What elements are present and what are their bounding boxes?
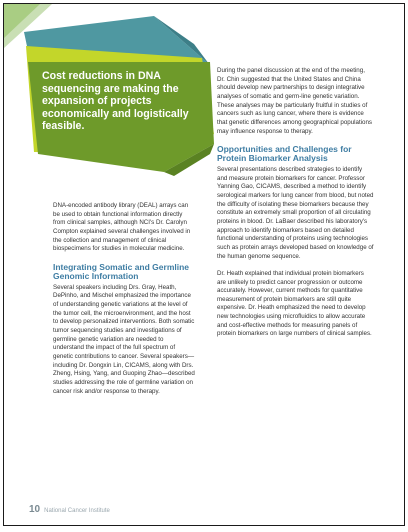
right-paragraph-1: During the panel discussion at the end of the meeting, Dr. Chin suggested that the United States and China should develop new partnerships to design integrative analyses of somatic and germ-line genetic variation. These analyses may be particularly fruitful in studies of cancers such as lung cancer, where there is evidence that genetic differences among geographical populations may influence response to therapy. — [217, 67, 373, 135]
document-page — [3, 3, 405, 526]
section-heading-protein: Opportunities and Challenges for Protein Biomarker Analysis — [217, 143, 352, 164]
right-paragraph-2: Several presentations described strategies to identify and measure protein biomarkers for cancer. Professor Yanning Gao, CICAMS, described a method to identify serological markers for lung cancer from blood, but noted the difficulty of isolating these biomarkers because they constitute an extremely small proportion of all circulating proteins in blood. Dr. LaBaer described his laboratory's approach to identify biomarkers based on detailed functional understanding of proteins using technologies such as protein arrays developed based on knowledge of the human genome sequence. — [217, 166, 374, 260]
right-paragraph-3: Dr. Heath explained that individual protein biomarkers are unlikely to predict cancer progression or outcome accurately. However, current methods for quantitative measurement of protein biomarkers are still quite expensive. Dr. Heath emphasized the need to develop new technologies using microfluidics to allow accurate and cost-effective methods for measuring panels of protein biomarkers on large numbers of clinical samples. — [217, 269, 372, 338]
page-number: 10 — [29, 504, 41, 515]
callout-quote: Cost reductions in DNA sequencing are making the expansion of projects economically and logistically feasible. — [42, 70, 189, 133]
publisher-name: National Cancer Institute — [44, 508, 110, 514]
page-footer — [29, 504, 110, 515]
section-heading-genomic: Integrating Somatic and Germline Genomic Information — [53, 261, 190, 282]
left-column — [53, 202, 196, 405]
left-intro-paragraph: DNA-encoded antibody library (DEAL) arrays can be used to obtain functional information directly from clinical samples, although NCI's Dr. Carolyn Compton explained several challenges involved in the collection and management of clinical biospecimens for studies in molecular medicine. — [53, 202, 191, 253]
right-column — [217, 67, 374, 348]
left-body-paragraph: Several speakers including Drs. Gray, Heath, DePinho, and Mischel emphasized the importance of understanding genetic variations at the level of the tumor cell, the microenvironment, and the host to develop personalized interventions. Both somatic tumor sequencing studies and investigations of germline genetic variation are needed to understand the impact of the full spectrum of genetic contributions to cancer. Several speakers—including Dr. Dongxin Lin, CICAMS, along with Drs. Zheng, Hsing, Yang, and Guoping Zhao—described studies addressing the role of germline variation on cancer risk and/or response to therapy. — [53, 283, 195, 395]
